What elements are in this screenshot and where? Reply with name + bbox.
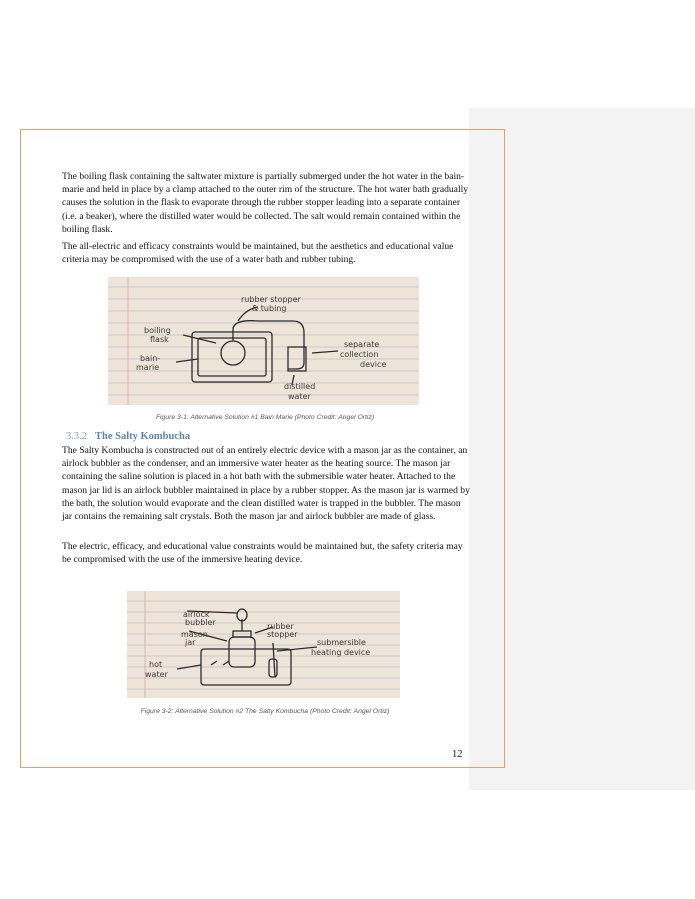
paragraph-bain-marie-description: The boiling flask containing the saltwater mixture is partially submerged under the hot water in the bain-marie and held in place by a clamp attached to the outer rim of the structure. The hot water bath gradually causes the solution in the flask to evaporate through the rubber stopper leading into a separate container (i.e. a beaker), where the distilled water would be collected. The salt would remain contained within the boiling flask. [62, 171, 469, 235]
label-hot: hot [149, 660, 163, 669]
label-heating-device: heating device [311, 648, 371, 657]
label-collection: collection [340, 350, 379, 359]
label-marie: marie [136, 363, 160, 372]
label-submersible: submersible [317, 638, 366, 647]
label-airlock: airlock [183, 610, 210, 619]
label-flask: flask [150, 335, 169, 344]
label-rubber: rubber [267, 622, 294, 631]
label-rubber-stopper: rubber stopper [241, 295, 301, 304]
label-mason: mason [181, 630, 208, 639]
figure-2-caption: Figure 3-2: Alternative Solution #2 The Salty Kombucha (Photo Credit: Angel Ortiz) [140, 708, 390, 715]
label-jar: jar [185, 638, 196, 647]
section-heading [66, 431, 190, 442]
page-number: 12 [452, 749, 463, 760]
figure-bain-marie-sketch [108, 277, 419, 405]
section-number: 3.3.2 [66, 431, 87, 442]
figure-salty-kombucha-sketch [127, 591, 400, 698]
label-tubing: & tubing [252, 304, 287, 313]
figure-1-caption: Figure 3-1: Alternative Solution #1 Bain Marie (Photo Credit: Angel Ortiz) [155, 414, 375, 421]
label-distilled: distilled [284, 382, 316, 391]
label-water: water [288, 392, 311, 401]
paragraph-salty-kombucha-description: The Salty Kombucha is constructed out of an entirely electric device with a mason jar as the container, an airlock bubbler as the condenser, and an immersive water heater as the heating source. The mason jar containing the saline solution is placed in a hot bath with the submersible water heater. Attached to the mason jar lid is an airlock bubbler maintained in place by a rubber stopper. As the mason jar is warmed by the bath, the solution would evaporate and the clean distilled water is trapped in the bubbler. The mason jar contains the remaining salt crystals. Both the mason jar and airlock bubbler are made of glass. [62, 445, 470, 523]
label-stopper: stopper [267, 630, 298, 639]
label-bain: bain- [140, 354, 161, 363]
label-boiling: boiling [144, 326, 171, 335]
section-title: The Salty Kombucha [95, 431, 191, 442]
paragraph-bain-marie-constraints: The all-electric and efficacy constraints would be maintained, but the aesthetics and educational value criteria may be compromised with the use of a water bath and rubber tubing. [62, 241, 454, 266]
label-separate: separate [344, 340, 380, 349]
label-device: device [360, 360, 387, 369]
paragraph-salty-kombucha-constraints: The electric, efficacy, and educational value constraints would be maintained but, the safety criteria may be compromised with the use of the immersive heating device. [62, 541, 463, 566]
label-water: water [145, 670, 168, 679]
label-bubbler: bubbler [185, 618, 216, 627]
